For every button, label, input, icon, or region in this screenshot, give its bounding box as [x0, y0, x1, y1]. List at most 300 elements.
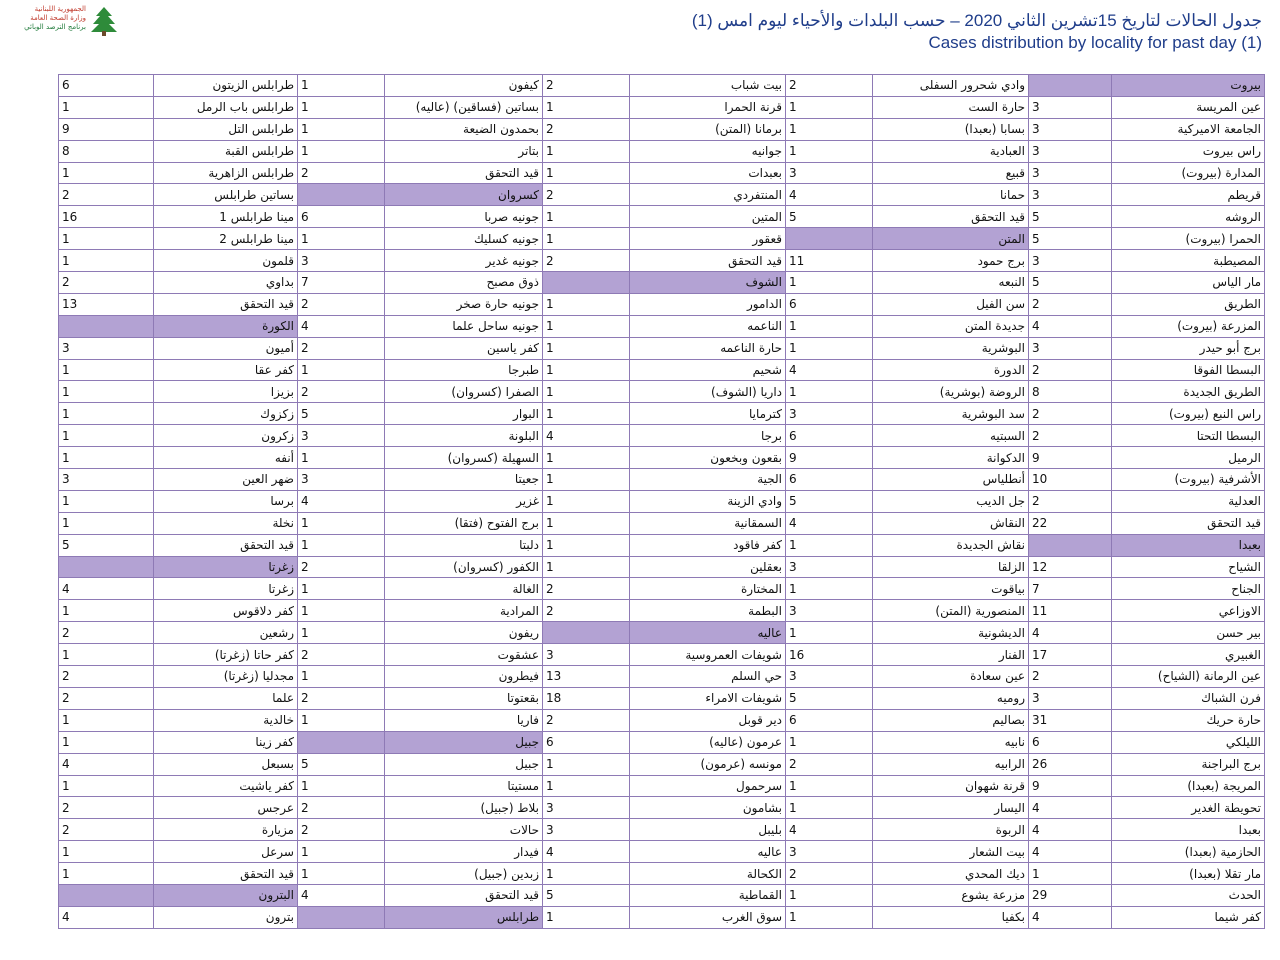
- locality-name-cell: جونيه حارة صخر: [385, 293, 543, 315]
- cases-table-container: [58, 74, 1264, 929]
- locality-name-cell: سرحمول: [630, 775, 786, 797]
- locality-name-cell: المتين: [630, 206, 786, 228]
- locality-name-cell: الاوزاعي: [1112, 600, 1265, 622]
- locality-name-cell: برجا: [630, 425, 786, 447]
- locality-name-cell: ديك المحدي: [873, 863, 1029, 885]
- locality-name-cell: جونيه ساحل علما: [385, 315, 543, 337]
- case-count-cell: 4: [298, 490, 385, 512]
- locality-name-cell: بحمدون الضيعة: [385, 118, 543, 140]
- locality-name-cell: البسطا الفوقا: [1112, 359, 1265, 381]
- locality-name-cell: المختارة: [630, 578, 786, 600]
- case-count-cell: 1: [59, 403, 154, 425]
- locality-name-cell: كفر عقا: [154, 359, 298, 381]
- case-count-cell: 8: [59, 140, 154, 162]
- case-count-cell: 1: [786, 884, 873, 906]
- table-row: [59, 359, 1265, 381]
- locality-name-cell: البطمة: [630, 600, 786, 622]
- case-count-cell: 1: [59, 775, 154, 797]
- locality-name-cell: مونسه (عرمون): [630, 753, 786, 775]
- case-count-cell: 1: [298, 666, 385, 688]
- case-count-cell: 5: [298, 753, 385, 775]
- case-count-cell: 1: [543, 206, 630, 228]
- locality-name-cell: برسا: [154, 490, 298, 512]
- locality-name-cell: طبرجا: [385, 359, 543, 381]
- locality-name-cell: قيد التحقق: [385, 884, 543, 906]
- locality-name-cell: قيد التحقق: [154, 863, 298, 885]
- locality-name-cell: الزلقا: [873, 556, 1029, 578]
- table-row: [59, 337, 1265, 359]
- case-count-cell: 2: [786, 753, 873, 775]
- locality-name-cell: البلونة: [385, 425, 543, 447]
- case-count-cell: 4: [543, 425, 630, 447]
- locality-name-cell: رشعين: [154, 622, 298, 644]
- locality-name-cell: المدارة (بيروت): [1112, 162, 1265, 184]
- case-count-cell: 2: [543, 118, 630, 140]
- case-count-cell: 2: [298, 644, 385, 666]
- locality-name-cell: دلبتا: [385, 534, 543, 556]
- locality-name-cell: بقعون وبخعون: [630, 447, 786, 469]
- case-count-cell: 3: [543, 797, 630, 819]
- district-header-cell: جبيل: [385, 731, 543, 753]
- case-count-cell: 4: [59, 578, 154, 600]
- case-count-cell: 2: [786, 75, 873, 97]
- locality-name-cell: الغالة: [385, 578, 543, 600]
- case-count-cell: [59, 315, 154, 337]
- locality-name-cell: دير قوبل: [630, 709, 786, 731]
- locality-name-cell: بياقوت: [873, 578, 1029, 600]
- table-row: [59, 884, 1265, 906]
- case-count-cell: 9: [786, 447, 873, 469]
- locality-name-cell: قيد التحقق: [385, 162, 543, 184]
- case-count-cell: 8: [1029, 381, 1112, 403]
- table-row: [59, 272, 1265, 294]
- logo-line-1: الجمهورية اللبنانية: [34, 5, 86, 13]
- case-count-cell: 17: [1029, 644, 1112, 666]
- locality-name-cell: البوار: [385, 403, 543, 425]
- locality-name-cell: كفر فاقود: [630, 534, 786, 556]
- table-row: [59, 118, 1265, 140]
- locality-name-cell: القماطية: [630, 884, 786, 906]
- locality-name-cell: بداوي: [154, 272, 298, 294]
- case-count-cell: 1: [543, 534, 630, 556]
- case-count-cell: 1: [298, 140, 385, 162]
- case-count-cell: 6: [1029, 731, 1112, 753]
- table-row: [59, 534, 1265, 556]
- locality-name-cell: عرجس: [154, 797, 298, 819]
- locality-name-cell: حمانا: [873, 184, 1029, 206]
- locality-name-cell: كيفون: [385, 75, 543, 97]
- locality-name-cell: الحمرا (بيروت): [1112, 228, 1265, 250]
- case-count-cell: 1: [786, 96, 873, 118]
- case-count-cell: 4: [298, 315, 385, 337]
- locality-name-cell: زكزوك: [154, 403, 298, 425]
- locality-name-cell: السهيلة (كسروان): [385, 447, 543, 469]
- case-count-cell: 5: [59, 534, 154, 556]
- locality-name-cell: قعقور: [630, 228, 786, 250]
- locality-name-cell: ضهر العين: [154, 469, 298, 491]
- table-row: [59, 162, 1265, 184]
- locality-name-cell: جعيتا: [385, 469, 543, 491]
- case-count-cell: 3: [59, 469, 154, 491]
- locality-name-cell: كفر ياشيت: [154, 775, 298, 797]
- case-count-cell: 6: [786, 425, 873, 447]
- table-row: [59, 184, 1265, 206]
- case-count-cell: 1: [298, 96, 385, 118]
- locality-name-cell: داريا (الشوف): [630, 381, 786, 403]
- locality-name-cell: قلمون: [154, 250, 298, 272]
- locality-name-cell: المزرعة (بيروت): [1112, 315, 1265, 337]
- locality-name-cell: الروشه: [1112, 206, 1265, 228]
- case-count-cell: 1: [543, 228, 630, 250]
- locality-name-cell: المصيطبة: [1112, 250, 1265, 272]
- case-count-cell: 1: [543, 447, 630, 469]
- locality-name-cell: حارة الناعمه: [630, 337, 786, 359]
- case-count-cell: 3: [1029, 337, 1112, 359]
- locality-name-cell: جونيه كسليك: [385, 228, 543, 250]
- locality-name-cell: سد البوشرية: [873, 403, 1029, 425]
- case-count-cell: 4: [1029, 906, 1112, 928]
- locality-name-cell: بساتين طرابلس: [154, 184, 298, 206]
- case-count-cell: 1: [786, 906, 873, 928]
- case-count-cell: 16: [59, 206, 154, 228]
- case-count-cell: 29: [1029, 884, 1112, 906]
- case-count-cell: 3: [59, 337, 154, 359]
- table-row: [59, 490, 1265, 512]
- locality-name-cell: فيدار: [385, 841, 543, 863]
- table-row: [59, 600, 1265, 622]
- case-count-cell: 1: [786, 272, 873, 294]
- locality-name-cell: مار تقلا (بعبدا): [1112, 863, 1265, 885]
- case-count-cell: 1: [59, 490, 154, 512]
- case-count-cell: 2: [543, 75, 630, 97]
- locality-name-cell: طرابلس القبة: [154, 140, 298, 162]
- case-count-cell: [298, 906, 385, 928]
- district-header-cell: المتن: [873, 228, 1029, 250]
- case-count-cell: 1: [298, 578, 385, 600]
- locality-name-cell: البسطا التحتا: [1112, 425, 1265, 447]
- locality-name-cell: سوق الغرب: [630, 906, 786, 928]
- case-count-cell: 1: [59, 863, 154, 885]
- locality-name-cell: أنطلياس: [873, 469, 1029, 491]
- locality-name-cell: مزرعة يشوع: [873, 884, 1029, 906]
- table-row: [59, 753, 1265, 775]
- case-count-cell: 12: [1029, 556, 1112, 578]
- case-count-cell: [543, 272, 630, 294]
- case-count-cell: 1: [543, 512, 630, 534]
- title-block: [692, 10, 1262, 54]
- case-count-cell: 3: [1029, 118, 1112, 140]
- locality-name-cell: شويفات العمروسية: [630, 644, 786, 666]
- case-count-cell: 2: [1029, 359, 1112, 381]
- case-count-cell: 1: [298, 775, 385, 797]
- case-count-cell: 6: [786, 709, 873, 731]
- case-count-cell: 4: [1029, 841, 1112, 863]
- locality-name-cell: بعبدا: [1112, 819, 1265, 841]
- logo-line-3: برنامج الترصد الوبائي: [24, 23, 86, 31]
- locality-name-cell: طرابلس الزيتون: [154, 75, 298, 97]
- locality-name-cell: برج حمود: [873, 250, 1029, 272]
- case-count-cell: 6: [543, 731, 630, 753]
- case-count-cell: 2: [59, 184, 154, 206]
- locality-name-cell: عين سعادة: [873, 666, 1029, 688]
- case-count-cell: 1: [543, 403, 630, 425]
- locality-name-cell: غزير: [385, 490, 543, 512]
- case-count-cell: 5: [786, 206, 873, 228]
- locality-name-cell: مينا طرابلس 1: [154, 206, 298, 228]
- locality-name-cell: برج البراجنة: [1112, 753, 1265, 775]
- locality-name-cell: قيد التحقق: [154, 534, 298, 556]
- case-count-cell: 2: [543, 709, 630, 731]
- case-count-cell: 1: [543, 775, 630, 797]
- locality-name-cell: الشياح: [1112, 556, 1265, 578]
- case-count-cell: 1: [786, 315, 873, 337]
- case-count-cell: 4: [1029, 797, 1112, 819]
- locality-name-cell: شويفات الامراء: [630, 687, 786, 709]
- table-row: [59, 512, 1265, 534]
- locality-name-cell: الكفور (كسروان): [385, 556, 543, 578]
- locality-name-cell: الدكوانة: [873, 447, 1029, 469]
- locality-name-cell: الدورة: [873, 359, 1029, 381]
- case-count-cell: 5: [1029, 272, 1112, 294]
- locality-name-cell: بيت الشعار: [873, 841, 1029, 863]
- case-count-cell: 4: [1029, 315, 1112, 337]
- locality-name-cell: قيد التحقق: [630, 250, 786, 272]
- case-count-cell: 2: [543, 250, 630, 272]
- locality-name-cell: البوشرية: [873, 337, 1029, 359]
- case-count-cell: 2: [298, 162, 385, 184]
- case-count-cell: 1: [543, 469, 630, 491]
- locality-name-cell: راس بيروت: [1112, 140, 1265, 162]
- case-count-cell: 1: [298, 118, 385, 140]
- case-count-cell: 2: [1029, 293, 1112, 315]
- table-row: [59, 731, 1265, 753]
- table-row: [59, 315, 1265, 337]
- table-row: [59, 797, 1265, 819]
- district-header-cell: زغرتا: [154, 556, 298, 578]
- locality-name-cell: الرميل: [1112, 447, 1265, 469]
- case-count-cell: 1: [298, 841, 385, 863]
- logo-line-2: وزارة الصحة العامة: [30, 14, 86, 22]
- locality-name-cell: قبيع: [873, 162, 1029, 184]
- locality-name-cell: الدامور: [630, 293, 786, 315]
- locality-name-cell: طرابلس التل: [154, 118, 298, 140]
- locality-name-cell: كفر شيما: [1112, 906, 1265, 928]
- locality-name-cell: الفنار: [873, 644, 1029, 666]
- table-row: [59, 206, 1265, 228]
- case-count-cell: 4: [786, 359, 873, 381]
- locality-name-cell: زغرتا: [154, 578, 298, 600]
- locality-name-cell: أنفه: [154, 447, 298, 469]
- locality-name-cell: المريجة (بعبدا): [1112, 775, 1265, 797]
- locality-name-cell: عشقوت: [385, 644, 543, 666]
- locality-name-cell: قريطم: [1112, 184, 1265, 206]
- case-count-cell: 2: [298, 337, 385, 359]
- table-row: [59, 775, 1265, 797]
- case-count-cell: 6: [298, 206, 385, 228]
- case-count-cell: 1: [1029, 863, 1112, 885]
- locality-name-cell: الجناح: [1112, 578, 1265, 600]
- locality-name-cell: بلاط (جبيل): [385, 797, 543, 819]
- case-count-cell: [786, 228, 873, 250]
- case-count-cell: 13: [543, 666, 630, 688]
- case-count-cell: 31: [1029, 709, 1112, 731]
- logo-text: [8, 5, 86, 32]
- locality-name-cell: الليلكي: [1112, 731, 1265, 753]
- case-count-cell: 1: [298, 863, 385, 885]
- table-row: [59, 709, 1265, 731]
- locality-name-cell: قيد التحقق: [154, 293, 298, 315]
- case-count-cell: 1: [543, 162, 630, 184]
- case-count-cell: 1: [543, 140, 630, 162]
- locality-name-cell: سن الفيل: [873, 293, 1029, 315]
- case-count-cell: 1: [786, 337, 873, 359]
- locality-name-cell: المنتفردي: [630, 184, 786, 206]
- locality-name-cell: الطريق الجديدة: [1112, 381, 1265, 403]
- locality-name-cell: أميون: [154, 337, 298, 359]
- locality-name-cell: السمقانية: [630, 512, 786, 534]
- case-count-cell: 9: [1029, 775, 1112, 797]
- locality-name-cell: حارة حريك: [1112, 709, 1265, 731]
- case-count-cell: 1: [543, 490, 630, 512]
- case-count-cell: 1: [59, 425, 154, 447]
- case-count-cell: 1: [543, 556, 630, 578]
- locality-name-cell: مزيارة: [154, 819, 298, 841]
- locality-name-cell: سرعل: [154, 841, 298, 863]
- table-row: [59, 469, 1265, 491]
- locality-name-cell: المنصورية (المتن): [873, 600, 1029, 622]
- locality-name-cell: بيت شباب: [630, 75, 786, 97]
- locality-name-cell: روميه: [873, 687, 1029, 709]
- case-count-cell: [59, 884, 154, 906]
- locality-name-cell: نقاش الجديدة: [873, 534, 1029, 556]
- case-count-cell: 6: [59, 75, 154, 97]
- locality-name-cell: بعقلين: [630, 556, 786, 578]
- case-count-cell: 3: [1029, 250, 1112, 272]
- locality-name-cell: النقاش: [873, 512, 1029, 534]
- case-count-cell: 1: [59, 644, 154, 666]
- case-count-cell: 18: [543, 687, 630, 709]
- case-count-cell: 1: [298, 709, 385, 731]
- locality-name-cell: ريفون: [385, 622, 543, 644]
- case-count-cell: [298, 184, 385, 206]
- case-count-cell: 1: [59, 447, 154, 469]
- case-count-cell: 26: [1029, 753, 1112, 775]
- case-count-cell: 2: [298, 293, 385, 315]
- locality-name-cell: عين الرمانة (الشياح): [1112, 666, 1265, 688]
- case-count-cell: 5: [786, 490, 873, 512]
- locality-name-cell: عرمون (عاليه): [630, 731, 786, 753]
- case-count-cell: 5: [1029, 228, 1112, 250]
- locality-name-cell: حالات: [385, 819, 543, 841]
- locality-name-cell: جوانيه: [630, 140, 786, 162]
- table-row: [59, 381, 1265, 403]
- table-row: [59, 293, 1265, 315]
- locality-name-cell: بترون: [154, 906, 298, 928]
- locality-name-cell: نابيه: [873, 731, 1029, 753]
- locality-name-cell: طرابلس الزاهرية: [154, 162, 298, 184]
- case-count-cell: 4: [786, 819, 873, 841]
- table-row: [59, 578, 1265, 600]
- cedar-icon: [90, 6, 118, 36]
- case-count-cell: 2: [298, 819, 385, 841]
- case-count-cell: 1: [786, 578, 873, 600]
- locality-name-cell: علما: [154, 687, 298, 709]
- locality-name-cell: جبيل: [385, 753, 543, 775]
- locality-name-cell: الطريق: [1112, 293, 1265, 315]
- case-count-cell: 4: [59, 753, 154, 775]
- locality-name-cell: بليبل: [630, 819, 786, 841]
- case-count-cell: 3: [1029, 162, 1112, 184]
- case-count-cell: 4: [59, 906, 154, 928]
- locality-name-cell: مينا طرابلس 2: [154, 228, 298, 250]
- locality-name-cell: بساتين (فساقين) (عاليه): [385, 96, 543, 118]
- case-count-cell: 2: [1029, 666, 1112, 688]
- locality-name-cell: الناعمه: [630, 315, 786, 337]
- locality-name-cell: الكحالة: [630, 863, 786, 885]
- case-count-cell: 9: [59, 118, 154, 140]
- case-count-cell: 7: [1029, 578, 1112, 600]
- case-count-cell: 1: [786, 534, 873, 556]
- case-count-cell: 1: [786, 731, 873, 753]
- case-count-cell: 3: [786, 841, 873, 863]
- locality-name-cell: عين المريسة: [1112, 96, 1265, 118]
- case-count-cell: 4: [1029, 622, 1112, 644]
- case-count-cell: 1: [59, 228, 154, 250]
- case-count-cell: 1: [543, 96, 630, 118]
- case-count-cell: 3: [543, 644, 630, 666]
- case-count-cell: 1: [786, 140, 873, 162]
- locality-name-cell: ذوق مصبح: [385, 272, 543, 294]
- locality-name-cell: بير حسن: [1112, 622, 1265, 644]
- case-count-cell: 3: [786, 666, 873, 688]
- case-count-cell: 13: [59, 293, 154, 315]
- locality-name-cell: قرنة شهوان: [873, 775, 1029, 797]
- locality-name-cell: تحويطة الغدير: [1112, 797, 1265, 819]
- case-count-cell: 6: [786, 293, 873, 315]
- locality-name-cell: الغبيري: [1112, 644, 1265, 666]
- district-header-cell: البترون: [154, 884, 298, 906]
- locality-name-cell: حارة الست: [873, 96, 1029, 118]
- case-count-cell: 1: [786, 797, 873, 819]
- table-row: [59, 228, 1265, 250]
- district-header-cell: كسروان: [385, 184, 543, 206]
- locality-name-cell: الحازمية (بعبدا): [1112, 841, 1265, 863]
- case-count-cell: [1029, 534, 1112, 556]
- locality-name-cell: النبعه: [873, 272, 1029, 294]
- district-header-cell: الكورة: [154, 315, 298, 337]
- case-count-cell: 4: [786, 184, 873, 206]
- locality-name-cell: العبادية: [873, 140, 1029, 162]
- case-count-cell: 1: [59, 162, 154, 184]
- locality-name-cell: كفر حاتا (زغرتا): [154, 644, 298, 666]
- table-row: [59, 906, 1265, 928]
- district-header-cell: الشوف: [630, 272, 786, 294]
- case-count-cell: 16: [786, 644, 873, 666]
- case-count-cell: 1: [298, 600, 385, 622]
- locality-name-cell: بكفيا: [873, 906, 1029, 928]
- table-row: [59, 863, 1265, 885]
- locality-name-cell: الصفرا (كسروان): [385, 381, 543, 403]
- title-english: Cases distribution by locality for past day (1): [928, 33, 1262, 52]
- case-count-cell: 1: [543, 293, 630, 315]
- locality-name-cell: كترمايا: [630, 403, 786, 425]
- locality-name-cell: فرن الشباك: [1112, 687, 1265, 709]
- case-count-cell: 1: [543, 359, 630, 381]
- case-count-cell: 4: [1029, 819, 1112, 841]
- case-count-cell: 1: [59, 381, 154, 403]
- case-count-cell: 1: [298, 512, 385, 534]
- locality-name-cell: مار الياس: [1112, 272, 1265, 294]
